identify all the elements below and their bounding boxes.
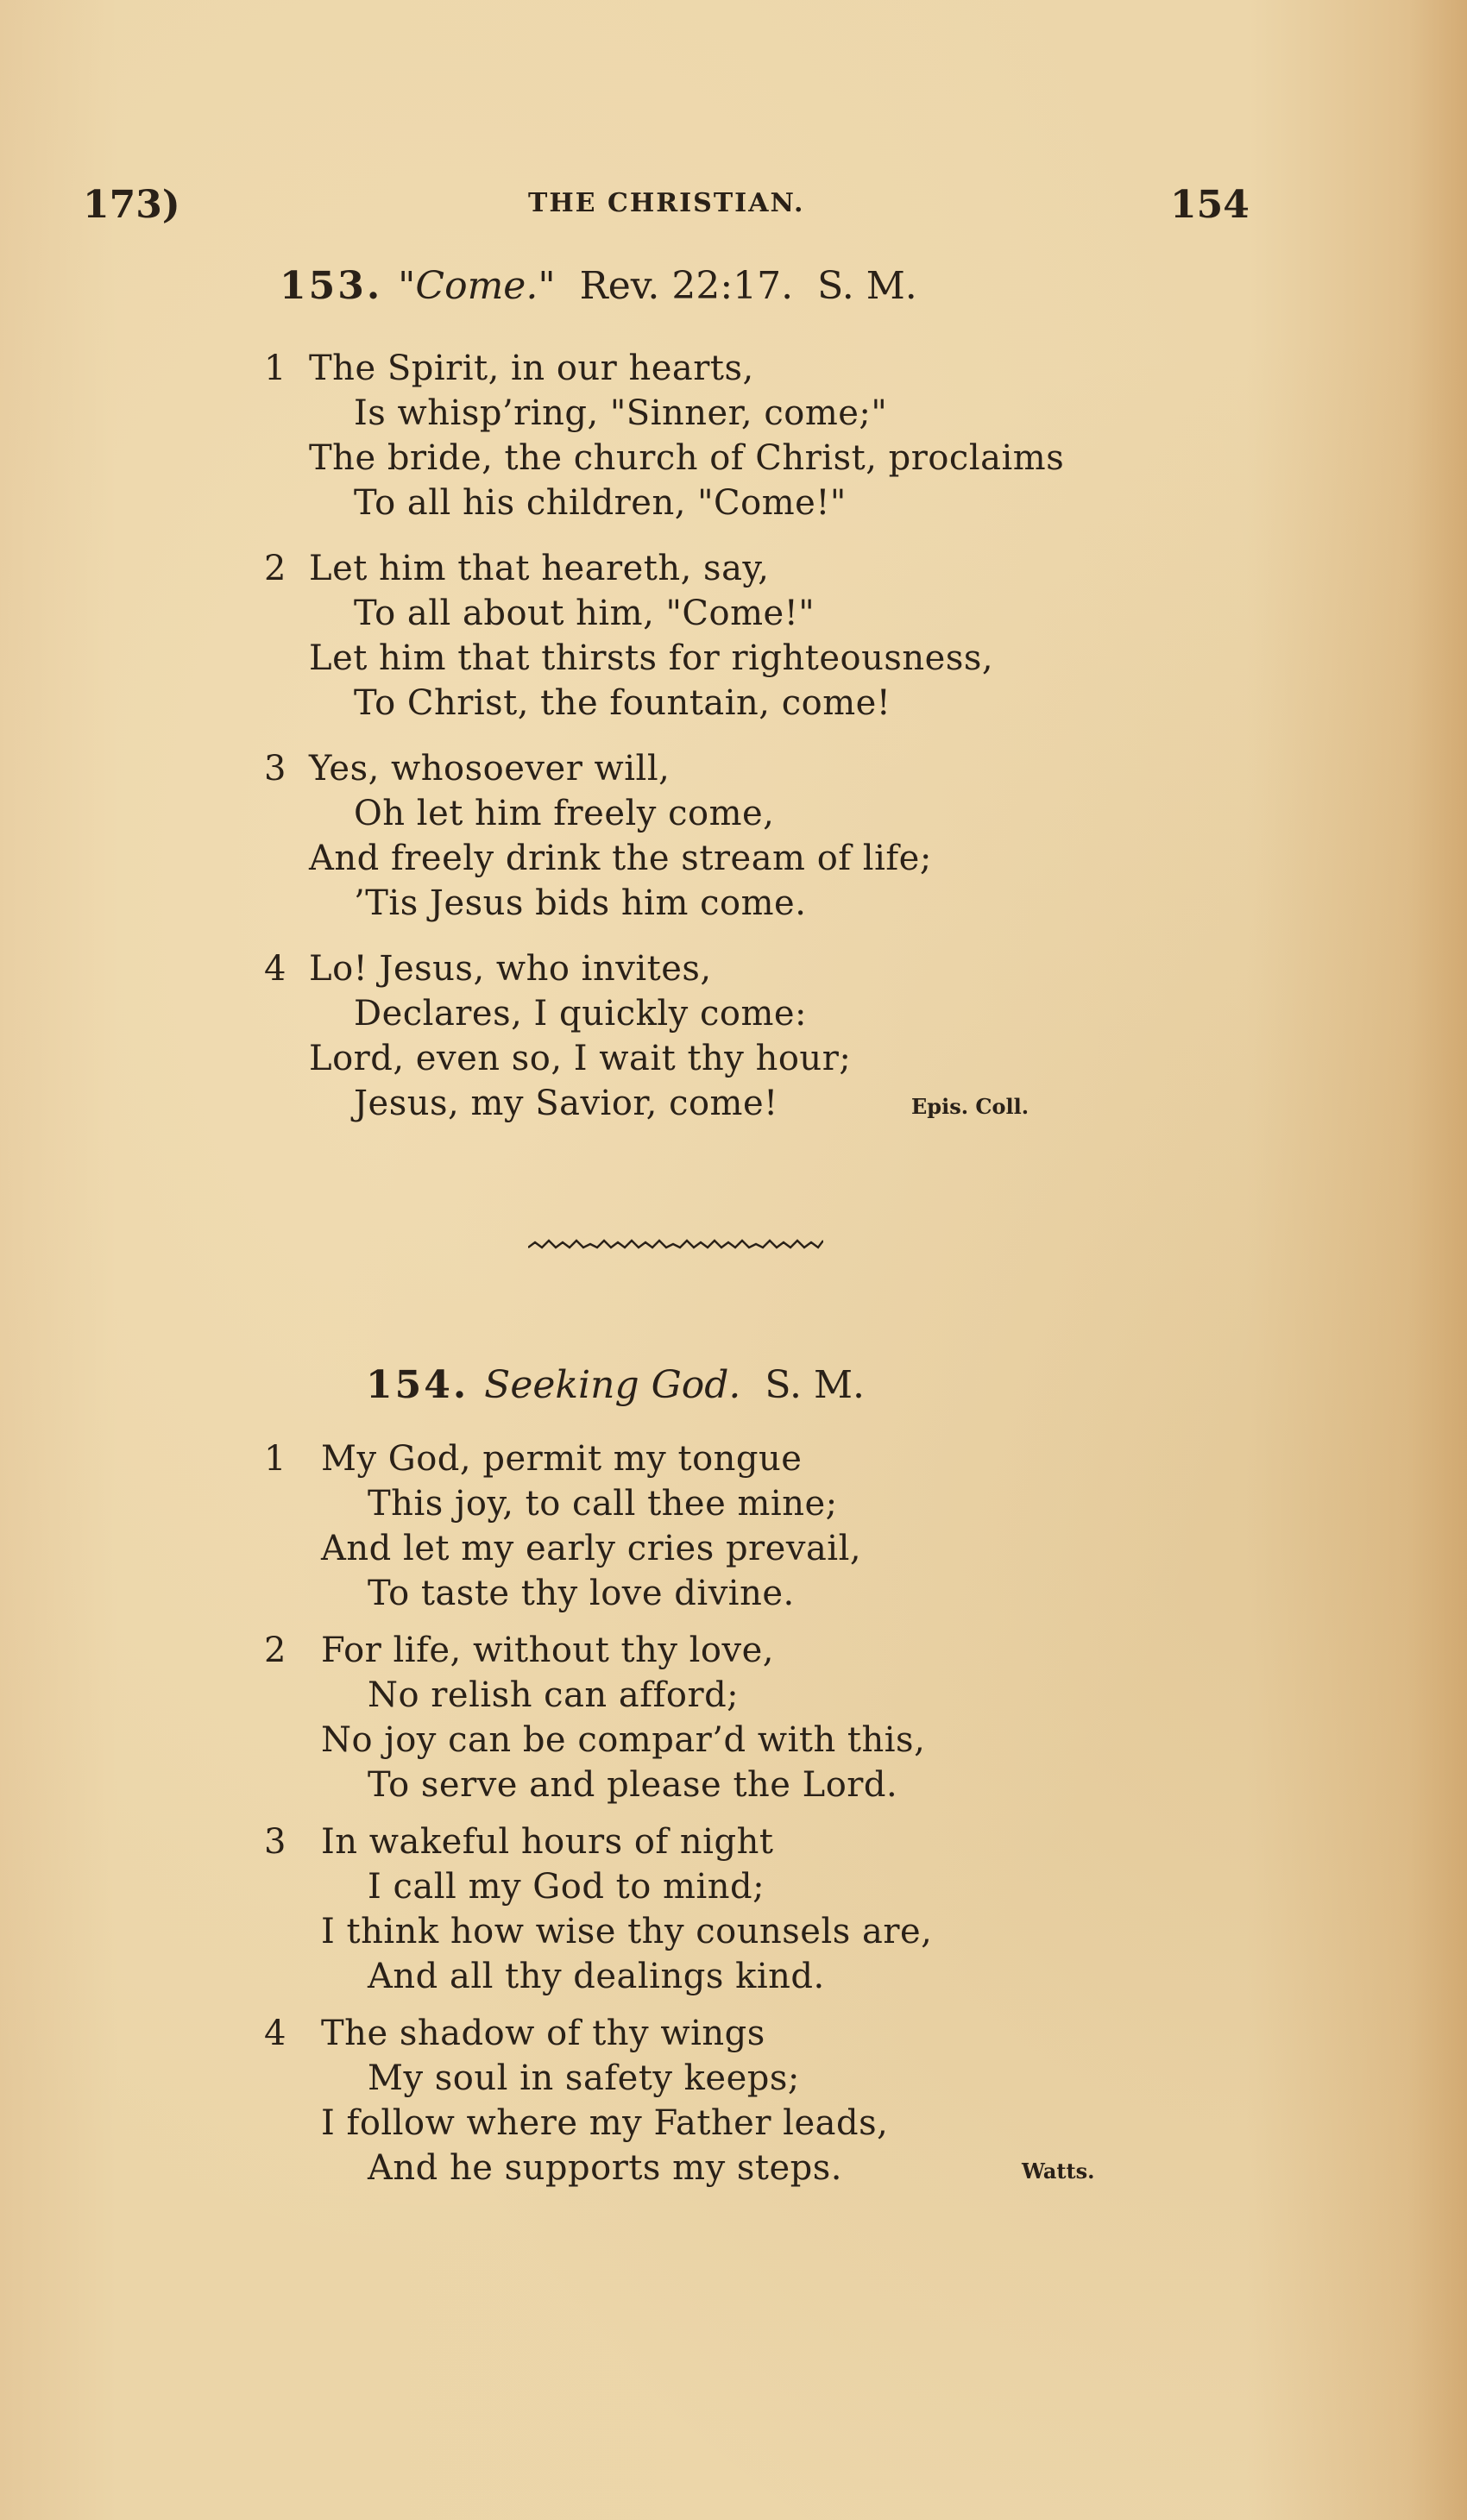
verse-line: The bride, the church of Christ, proclaims: [309, 438, 1065, 478]
verse-line: For life, without thy love,: [321, 1631, 774, 1670]
left-page-number: 173): [83, 183, 180, 227]
verse-line: No joy can be compar’d with this,: [321, 1720, 926, 1760]
hymn-attribution: Epis. Coll.: [911, 1094, 1029, 1119]
verse-line: I call my God to mind;: [368, 1867, 765, 1907]
verse-line: Let him that thirsts for righteousness,: [309, 638, 994, 678]
hymn-meter: S. M.: [765, 1363, 866, 1407]
hymn-theme: Come.: [415, 264, 538, 308]
verse-line: Is whisp’ring, "Sinner, come;": [354, 393, 888, 433]
verse-number: 2: [264, 549, 286, 588]
verse-line: And he supports my steps.: [368, 2148, 842, 2188]
verse-line: To Christ, the fountain, come!: [354, 683, 891, 723]
verse-line: To all about him, "Come!": [354, 594, 815, 633]
hymn-number: 154.: [366, 1363, 469, 1407]
verse-line: And freely drink the stream of life;: [309, 839, 932, 878]
verse-number: 1: [264, 1439, 286, 1479]
verse-line: No relish can afford;: [368, 1675, 740, 1715]
verse-line: My God, permit my tongue: [321, 1439, 803, 1479]
hymn-meter: S. M.: [817, 264, 917, 308]
verse-line: Oh let him freely come,: [354, 794, 775, 833]
verse-line: To all his children, "Come!": [354, 483, 847, 523]
ornamental-divider: [528, 1237, 823, 1251]
verse-line: Lo! Jesus, who invites,: [309, 949, 712, 989]
verse-line: To serve and please the Lord.: [368, 1765, 898, 1805]
title-open-quote: ": [398, 264, 416, 308]
verse-number: 3: [264, 749, 286, 789]
verse-line: This joy, to call thee mine;: [368, 1484, 838, 1524]
verse-line: And let my early cries prevail,: [321, 1529, 862, 1568]
verse-number: 3: [264, 1822, 286, 1862]
running-title: THE CHRISTIAN.: [528, 188, 805, 218]
hymn-theme: Seeking God.: [484, 1363, 741, 1407]
hymn-title: [280, 264, 917, 308]
verse-line: Jesus, my Savior, come!: [354, 1084, 778, 1123]
verse-line: In wakeful hours of night: [321, 1822, 774, 1862]
hymn-title: [366, 1363, 865, 1407]
title-close-quote: ": [538, 264, 556, 308]
verse-line: Yes, whosoever will,: [309, 749, 671, 789]
verse-number: 1: [264, 349, 286, 388]
verse-line: Lord, even so, I wait thy hour;: [309, 1039, 852, 1078]
hymn-number: 153.: [280, 264, 383, 308]
verse-number: 2: [264, 1631, 286, 1670]
verse-line: To taste thy love divine.: [368, 1574, 795, 1613]
verse-line: My soul in safety keeps;: [368, 2058, 800, 2098]
verse-line: Let him that heareth, say,: [309, 549, 770, 588]
verse-line: I follow where my Father leads,: [321, 2103, 889, 2143]
hymn-attribution: Watts.: [1022, 2159, 1095, 2184]
verse-line: I think how wise thy counsels are,: [321, 1912, 933, 1951]
verse-line: ’Tis Jesus bids him come.: [354, 883, 807, 923]
verse-line: Declares, I quickly come:: [354, 994, 808, 1034]
right-page-number: 154: [1170, 183, 1250, 227]
verse-number: 4: [264, 949, 286, 989]
verse-line: The Spirit, in our hearts,: [309, 349, 754, 388]
verse-line: And all thy dealings kind.: [368, 1957, 825, 1996]
verse-line: The shadow of thy wings: [321, 2014, 765, 2053]
running-header: [0, 183, 1467, 235]
scripture-reference: Rev. 22:17.: [579, 264, 794, 308]
verse-number: 4: [264, 2014, 286, 2053]
